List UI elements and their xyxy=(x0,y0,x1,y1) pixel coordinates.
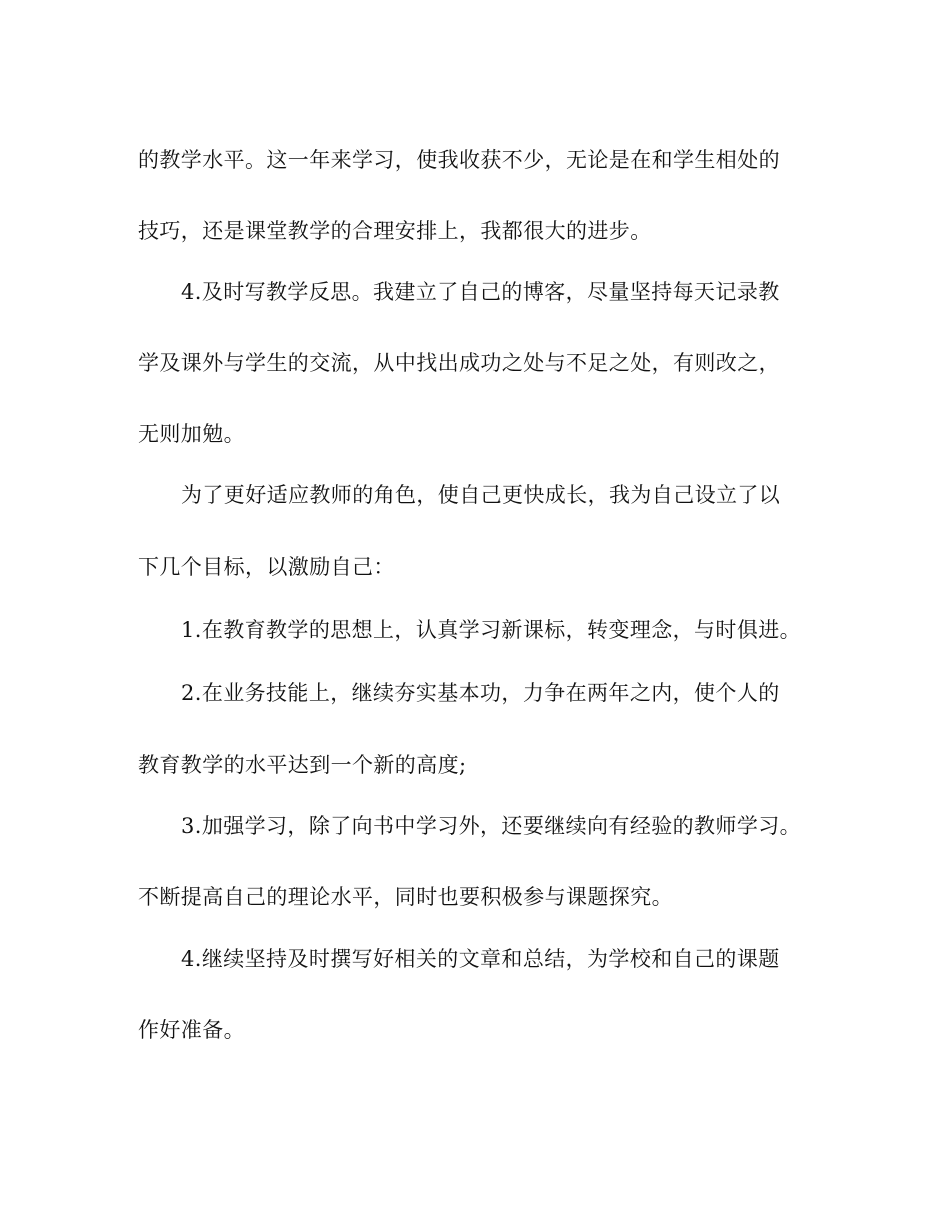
paragraph-line-1: 的教学水平。这一年来学习，使我收获不少，无论是在和学生相处的 xyxy=(138,148,780,172)
paragraph-line-8: 1.在教育教学的思想上，认真学习新课标，转变理念，与时俱进。 xyxy=(181,618,802,642)
paragraph-line-6: 为了更好适应教师的角色，使自己更快成长，我为自己设立了以 xyxy=(181,483,781,507)
paragraph-line-13: 4.继续坚持及时撰写好相关的文章和总结，为学校和自己的课题 xyxy=(181,947,780,971)
paragraph-line-4: 学及课外与学生的交流，从中找出成功之处与不足之处，有则改之， xyxy=(138,351,780,375)
paragraph-line-3: 4.及时写教学反思。我建立了自己的博客，尽量坚持每天记录教 xyxy=(181,280,780,304)
paragraph-line-2: 技巧，还是课堂教学的合理安排上，我都很大的进步。 xyxy=(138,219,652,243)
paragraph-line-9: 2.在业务技能上，继续夯实基本功，力争在两年之内，使个人的 xyxy=(181,681,780,705)
paragraph-line-11: 3.加强学习，除了向书中学习外，还要继续向有经验的教师学习。 xyxy=(181,814,802,838)
paragraph-line-14: 作好准备。 xyxy=(138,1018,245,1042)
paragraph-line-10: 教育教学的水平达到一个新的高度; xyxy=(138,753,467,777)
paragraph-line-12: 不断提高自己的理论水平，同时也要积极参与课题探究。 xyxy=(138,885,673,909)
paragraph-line-7: 下几个目标，以激励自己： xyxy=(138,555,395,579)
paragraph-line-5: 无则加勉。 xyxy=(138,422,245,446)
